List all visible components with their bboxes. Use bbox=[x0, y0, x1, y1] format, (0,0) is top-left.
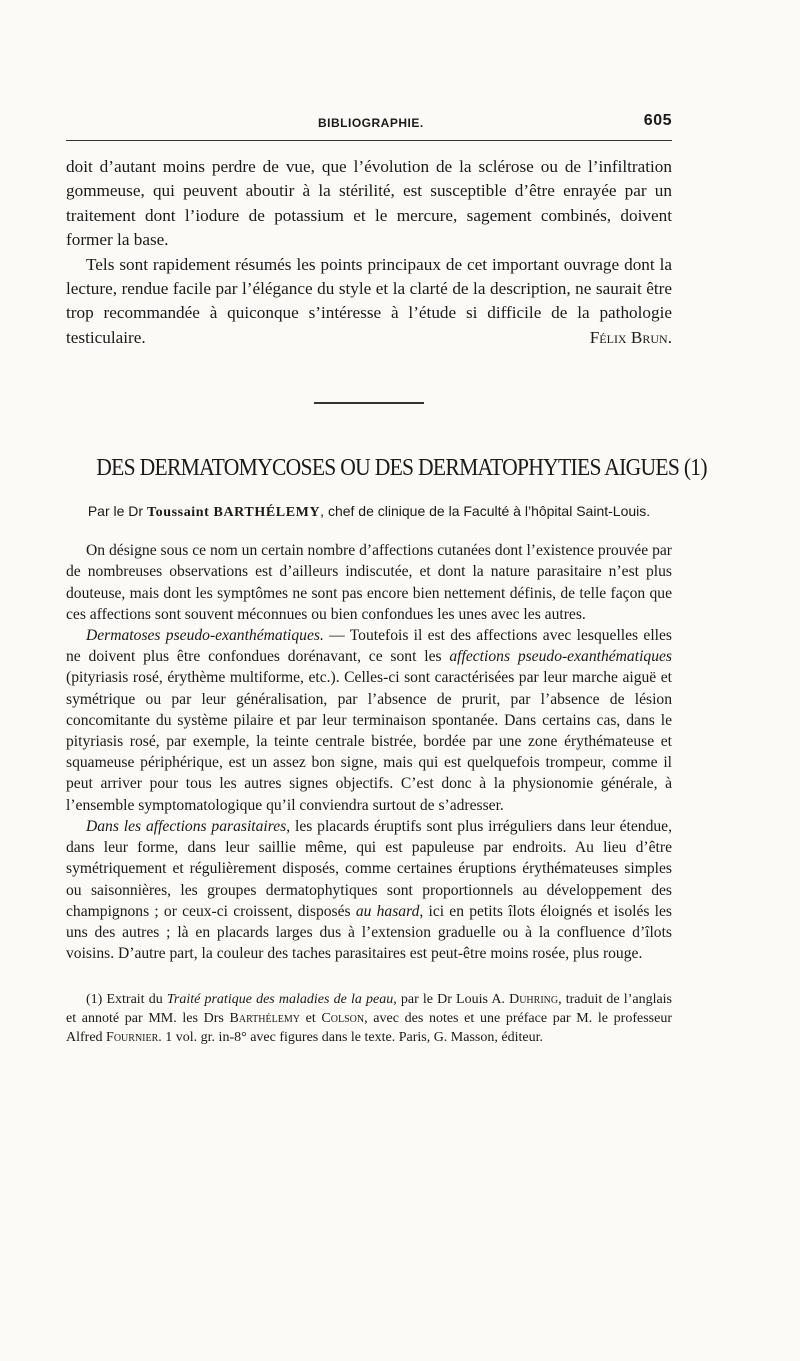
signature: Félix Brun. bbox=[589, 327, 672, 347]
paragraph-text: , les placards éruptifs sont plus irréguliers dans leur étendue, dans leur forme, dans leur saillie même, qui est papuleuse par endroits. Au lieu d’être symétriquement et régulièrement disposés, comme certaines éruptions érythémateuses simples ou saisonnières, les groupes dermatophytiques sont proportionnels au développement des champignons ; or ceux-ci croissent, disposés bbox=[66, 817, 672, 920]
footnote bbox=[66, 990, 672, 1047]
running-head bbox=[66, 110, 672, 132]
paragraph bbox=[66, 625, 672, 816]
header-rule bbox=[66, 140, 672, 141]
footnote-text: et bbox=[299, 1011, 322, 1027]
footnote-text: , par le Dr Louis A. bbox=[393, 992, 510, 1008]
section-separator bbox=[314, 402, 424, 404]
paragraph bbox=[66, 253, 672, 351]
footnote-text: , traduit de l’anglais et annoté par MM. les Drs bbox=[66, 992, 673, 1027]
article-body bbox=[66, 540, 672, 964]
paragraph-text: (pityriasis rosé, érythème multiforme, etc.). Celles-ci sont caractérisées par leur marche aiguë et symétrique ou par leur généralisation, par l’absence de prurit, par l’absence de lésion concomitante du système pilaire et par leur terminaison spontanée. Dans certains cas, dans le pityriasis rosé, par exemple, la teinte centrale bistrée, bordée par une zone érythémateuse et squameuse périphérique, est un assez bon signe, mais qui est quelquefois trompeur, comme il peut arriver pour tous les autres signes objectifs. C’est donc à la physionomie générale, à l’ensemble symptomatologique qu’il conviendra surtout de s’adresser. bbox=[66, 669, 672, 814]
paragraph-text: Tels sont rapidement résumés les points principaux de cet important ouvrage dont la lecture, rendue facile par l’élégance du style et la clarté de la description, ne saurait être trop recommandée à quiconque s’intéresse à l’étude si difficile de la pathologie testiculaire. bbox=[66, 254, 672, 347]
footnote-name: Duhring bbox=[509, 992, 559, 1008]
footnote-name: Fournier bbox=[106, 1030, 159, 1046]
footnote-book-title: Traité pratique des maladies de la peau bbox=[166, 992, 394, 1008]
running-title: BIBLIOGRAPHIE. bbox=[318, 116, 424, 130]
section-heading: Dermatoses pseudo-exanthématiques. bbox=[86, 627, 324, 645]
paragraph: On désigne sous ce nom un certain nombre d’affections cutanées dont l’existence prouvée par de nombreuses observations est d’ailleurs indiscutée, et dont la nature parasitaire n’est plus douteuse, mais dont les symptômes ne sont pas encore bien nettement définis, de telle façon que ces affections sont souvent méconnues ou bien confondues les unes avec les autres. bbox=[66, 542, 672, 623]
paragraph bbox=[66, 816, 672, 964]
footnote-name: Barthélemy bbox=[229, 1011, 300, 1027]
emphasis: affections pseudo-exanthématiques bbox=[449, 648, 672, 666]
review-conclusion bbox=[66, 155, 672, 350]
footnote-text: . 1 vol. gr. in-8° avec figures dans le texte. Paris, G. Masson, éditeur. bbox=[158, 1030, 543, 1046]
paragraph-text: — Toutefois il est des affections avec lesquelles elles ne doivent plus être confondues dorénavant, ce sont les bbox=[66, 627, 672, 666]
author-name: Toussaint BARTHÉLEMY bbox=[146, 505, 321, 521]
page-number: 605 bbox=[643, 112, 672, 129]
paragraph-text: , ici en petits îlots éloignés et isolés les uns des autres ; là en placards larges dus à l’extension graduelle ou à la confluence d’îlots voisins. D’autre part, la couleur des taches parasitaires est peut-être moins rosée, plus rouge. bbox=[66, 902, 672, 963]
byline-suffix: , chef de clinique de la Faculté à l’hôpital Saint-Louis. bbox=[320, 503, 651, 520]
emphasis: au hasard bbox=[355, 902, 420, 920]
page bbox=[66, 110, 707, 1047]
section-heading: Dans les affections parasitaires bbox=[86, 817, 287, 835]
footnote-text: , avec des notes et une préface par M. le professeur Alfred bbox=[66, 1011, 672, 1046]
byline bbox=[66, 502, 672, 522]
paragraph: doit d’autant moins perdre de vue, que l’évolution de la sclérose ou de l’infiltration gommeuse, qui peuvent aboutir à la stérilité, est susceptible d’être enrayée par un traitement dont l’iodure de potassium et le mercure, sagement combinés, doivent former la base. bbox=[66, 157, 672, 250]
footnote-name: Colson bbox=[321, 1011, 365, 1027]
byline-prefix: Par le Dr bbox=[87, 503, 147, 520]
footnote-text: (1) Extrait du bbox=[86, 992, 167, 1008]
article-title: DES DERMATOMYCOSES OU DES DERMATOPHYTIES AIGUES (1) bbox=[96, 455, 707, 482]
